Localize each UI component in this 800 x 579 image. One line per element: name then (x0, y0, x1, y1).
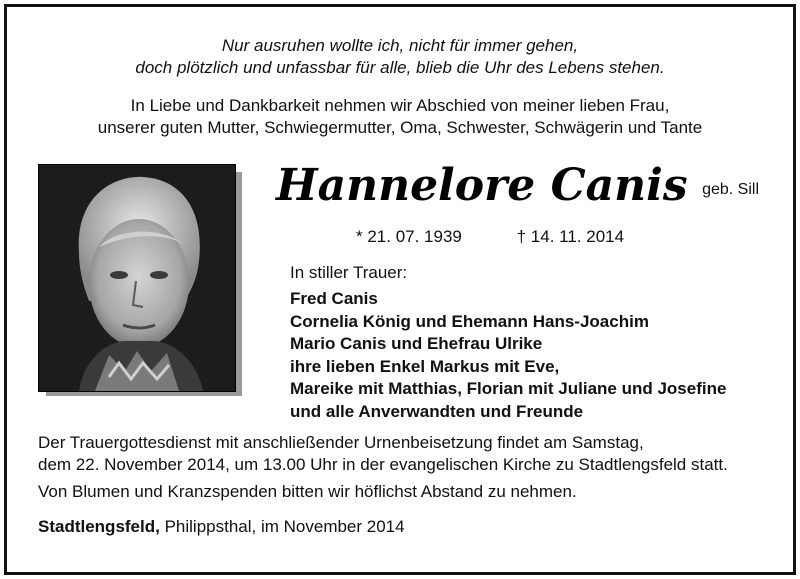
intro-line-2: unserer guten Mutter, Schwiegermutter, Oma, Schwester, Schwägerin und Tante (97, 118, 703, 137)
service-line-2: dem 22. November 2014, um 13.00 Uhr in der evangelischen Kirche zu Stadtlengsfeld statt. (38, 455, 728, 474)
mourner-line: und alle Anverwandten und Freunde (290, 401, 584, 421)
service-line-1: Der Trauergottesdienst mit anschließender Urnenbeisetzung findet am Samstag, (38, 433, 644, 452)
flowers-note: Von Blumen und Kranzspenden bitten wir höflichst Abstand zu nehmen. (38, 482, 577, 501)
service-info (38, 432, 728, 476)
mourners-list (290, 288, 726, 423)
deceased-name: Hannelore Canis (276, 160, 688, 211)
mourner-line: ihre lieben Enkel Markus mit Eve, (290, 356, 560, 376)
death-date: † 14. 11. 2014 (516, 227, 625, 246)
poem-line-2: doch plötzlich und unfassbar für alle, blieb die Uhr des Lebens stehen. (135, 58, 665, 77)
life-dates (356, 227, 624, 247)
portrait-photo (38, 164, 236, 392)
birth-date: * 21. 07. 1939 (356, 227, 462, 246)
intro-text (0, 95, 800, 139)
place-date-rest: Philippsthal, im November 2014 (159, 517, 405, 536)
mourner-line: Fred Canis (290, 289, 378, 308)
poem (0, 35, 800, 79)
town-name: Stadtlengsfeld, (38, 517, 160, 536)
birth-name: geb. Sill (702, 181, 759, 198)
mourner-line: Mareike mit Matthias, Florian mit Juliane und Josefine (290, 379, 727, 398)
mourner-line: Mario Canis und Ehefrau Ulrike (290, 334, 543, 353)
place-date (38, 516, 405, 538)
deceased-name-row (276, 160, 759, 211)
mourning-label: In stiller Trauer: (290, 263, 408, 282)
mourner-line: Cornelia König und Ehemann Hans-Joachim (290, 311, 649, 331)
poem-line-1: Nur ausruhen wollte ich, nicht für immer gehen, (221, 36, 579, 55)
intro-line-1: In Liebe und Dankbarkeit nehmen wir Abschied von meiner lieben Frau, (130, 96, 670, 115)
portrait-illustration (39, 165, 235, 391)
